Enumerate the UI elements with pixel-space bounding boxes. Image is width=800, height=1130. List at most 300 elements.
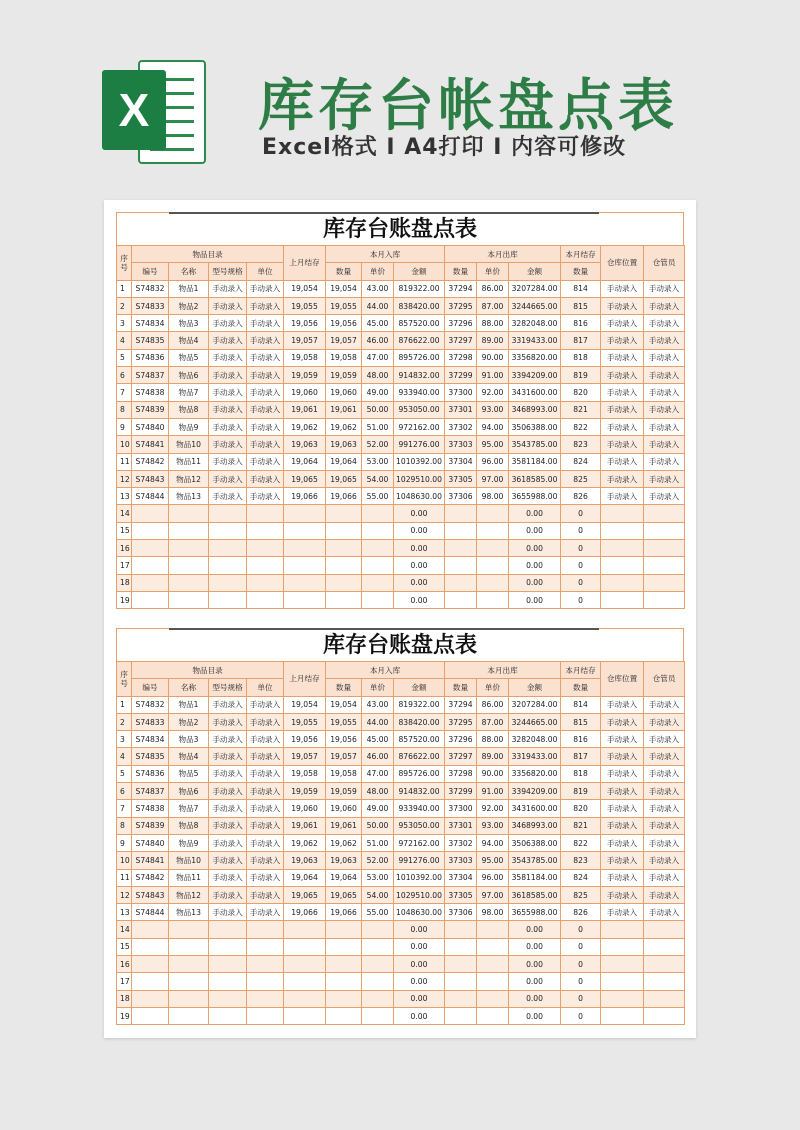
header-outbound: 本月出库 (445, 246, 561, 263)
table-cell: 0 (561, 540, 601, 557)
table-cell: S74835 (132, 748, 169, 765)
header-unit: 单位 (247, 263, 284, 280)
table-cell: 手动录入 (644, 488, 685, 505)
table-cell: 52.00 (362, 436, 394, 453)
header-keeper: 仓管员 (644, 662, 685, 697)
table-cell: 991276.00 (394, 436, 445, 453)
table-cell: 物品11 (169, 453, 209, 470)
table-cell: 手动录入 (247, 713, 284, 730)
table-cell: 3581184.00 (509, 869, 561, 886)
table-cell: 0 (561, 574, 601, 591)
table-cell: 19,065 (326, 470, 362, 487)
table-cell: 3655988.00 (509, 488, 561, 505)
table-cell (169, 921, 209, 938)
table-cell: 手动录入 (209, 470, 247, 487)
table-cell: 手动录入 (601, 401, 644, 418)
table-cell: S74833 (132, 297, 169, 314)
table-cell: 43.00 (362, 696, 394, 713)
table-cell: 15 (117, 938, 132, 955)
table-cell: S74838 (132, 800, 169, 817)
table-cell (644, 505, 685, 522)
table-cell (362, 574, 394, 591)
table-cell: 19,059 (284, 367, 326, 384)
table-cell: 12 (117, 470, 132, 487)
table-cell: 手动录入 (247, 367, 284, 384)
table-cell (445, 557, 477, 574)
table-cell (362, 591, 394, 608)
table-cell: 50.00 (362, 401, 394, 418)
table-cell: 37298 (445, 765, 477, 782)
header-balance: 本月结存 (561, 246, 601, 263)
table-cell: 手动录入 (644, 453, 685, 470)
table-cell: 88.00 (477, 315, 509, 332)
table-cell: 3394209.00 (509, 783, 561, 800)
table-row (117, 349, 685, 366)
table-cell (326, 921, 362, 938)
table-cell: 19,055 (326, 713, 362, 730)
table-cell: 物品13 (169, 488, 209, 505)
table-cell: 45.00 (362, 731, 394, 748)
table-cell (247, 574, 284, 591)
table-cell: 87.00 (477, 297, 509, 314)
table-cell (284, 540, 326, 557)
table-cell: 手动录入 (209, 696, 247, 713)
header-seq: 序号 (117, 662, 132, 697)
banner-subtitle: Excel格式 I A4打印 I 内容可修改 (262, 135, 627, 160)
table-row (117, 817, 685, 834)
table-cell: 857520.00 (394, 315, 445, 332)
table-cell: 92.00 (477, 384, 509, 401)
table-cell: 19,059 (326, 783, 362, 800)
table-cell: 37299 (445, 783, 477, 800)
table-cell: 37305 (445, 886, 477, 903)
table-cell: 19,066 (326, 488, 362, 505)
table-row (117, 384, 685, 401)
table-cell: 89.00 (477, 332, 509, 349)
table-cell: S74838 (132, 384, 169, 401)
table-cell: 19,054 (284, 696, 326, 713)
header-out-amount: 金额 (509, 263, 561, 280)
table-cell (362, 973, 394, 990)
table-cell (284, 938, 326, 955)
table-cell (247, 973, 284, 990)
table-cell: 手动录入 (601, 280, 644, 297)
table-cell: 0 (561, 522, 601, 539)
table-cell: 37295 (445, 297, 477, 314)
table-cell (209, 990, 247, 1007)
table-row (117, 522, 685, 539)
table-cell: 手动录入 (209, 731, 247, 748)
table-cell: 19,058 (284, 765, 326, 782)
table-cell: 14 (117, 505, 132, 522)
table-cell (326, 505, 362, 522)
table-cell: 1048630.00 (394, 904, 445, 921)
table-cell (601, 522, 644, 539)
inventory-table (116, 245, 685, 609)
table-cell: 0.00 (394, 921, 445, 938)
table-cell: 19,056 (326, 315, 362, 332)
table-cell: 物品7 (169, 384, 209, 401)
table-cell (477, 522, 509, 539)
table-cell: 53.00 (362, 869, 394, 886)
table-cell: 手动录入 (601, 488, 644, 505)
table-row (117, 696, 685, 713)
table-cell: 0.00 (509, 990, 561, 1007)
table-cell: 2 (117, 297, 132, 314)
table-cell (209, 505, 247, 522)
table-cell: 3468993.00 (509, 401, 561, 418)
table-cell (644, 973, 685, 990)
table-cell (326, 990, 362, 1007)
table-cell: 手动录入 (601, 834, 644, 851)
table-cell: 91.00 (477, 367, 509, 384)
table-cell: 819 (561, 783, 601, 800)
table-cell: 19,064 (284, 869, 326, 886)
table-cell (209, 1007, 247, 1024)
table-cell: 手动录入 (644, 315, 685, 332)
table-row (117, 904, 685, 921)
table-cell: 821 (561, 817, 601, 834)
table-cell: S74839 (132, 401, 169, 418)
preview-banner (0, 0, 800, 185)
table-row (117, 990, 685, 1007)
table-cell: 19,064 (284, 453, 326, 470)
table-cell: 895726.00 (394, 349, 445, 366)
table-cell: 0 (561, 973, 601, 990)
table-cell: 手动录入 (209, 852, 247, 869)
table-cell (169, 990, 209, 1007)
header-model: 型号规格 (209, 679, 247, 696)
table-cell: 19,065 (284, 470, 326, 487)
table-cell (132, 956, 169, 973)
table-cell: 手动录入 (209, 280, 247, 297)
table-cell: 823 (561, 852, 601, 869)
table-cell: 933940.00 (394, 800, 445, 817)
table-cell: 3244665.00 (509, 713, 561, 730)
table-cell: 825 (561, 886, 601, 903)
table-cell: 19,056 (326, 731, 362, 748)
table-cell: 19,063 (326, 436, 362, 453)
table-cell: 手动录入 (247, 904, 284, 921)
table-row (117, 956, 685, 973)
table-cell (445, 990, 477, 1007)
table-cell: 0.00 (509, 973, 561, 990)
table-cell (445, 1007, 477, 1024)
header-catalog: 物品目录 (132, 246, 284, 263)
table-cell: 物品4 (169, 748, 209, 765)
table-cell: 手动录入 (247, 384, 284, 401)
table-cell (132, 921, 169, 938)
table-cell: 45.00 (362, 315, 394, 332)
table-row (117, 470, 685, 487)
table-cell: 物品2 (169, 297, 209, 314)
table-cell: 93.00 (477, 817, 509, 834)
table-cell (247, 591, 284, 608)
table-cell: 手动录入 (209, 401, 247, 418)
table-cell: 手动录入 (209, 384, 247, 401)
table-cell (644, 540, 685, 557)
header-name: 名称 (169, 679, 209, 696)
excel-x-letter: X (102, 70, 166, 150)
table-cell: 824 (561, 869, 601, 886)
table-cell: 98.00 (477, 488, 509, 505)
table-cell: 手动录入 (247, 869, 284, 886)
table-row (117, 332, 685, 349)
table-cell: 手动录入 (247, 731, 284, 748)
table-cell: 95.00 (477, 852, 509, 869)
table-row (117, 852, 685, 869)
table-cell: 50.00 (362, 817, 394, 834)
table-cell: 物品9 (169, 834, 209, 851)
table-cell: 手动录入 (247, 436, 284, 453)
table-cell (284, 921, 326, 938)
header-out-price: 单价 (477, 679, 509, 696)
table-cell: 物品7 (169, 800, 209, 817)
table-cell: 817 (561, 332, 601, 349)
table-cell (601, 540, 644, 557)
table-cell: 手动录入 (644, 332, 685, 349)
table-cell: 838420.00 (394, 713, 445, 730)
table-cell (477, 938, 509, 955)
table-cell: 手动录入 (247, 783, 284, 800)
table-cell: 19,057 (326, 332, 362, 349)
table-cell: 19,054 (284, 280, 326, 297)
table-cell: 3319433.00 (509, 332, 561, 349)
table-cell (284, 956, 326, 973)
table-cell: 876622.00 (394, 332, 445, 349)
table-cell (169, 522, 209, 539)
table-cell: 814 (561, 696, 601, 713)
table-cell (644, 921, 685, 938)
table-cell (284, 522, 326, 539)
table-cell: 物品3 (169, 731, 209, 748)
table-cell: 37305 (445, 470, 477, 487)
table-cell (601, 591, 644, 608)
inventory-table (116, 661, 685, 1025)
table-cell: 手动录入 (601, 765, 644, 782)
table-cell (326, 938, 362, 955)
table-cell: 手动录入 (644, 748, 685, 765)
table-cell: 824 (561, 453, 601, 470)
table-cell: S74835 (132, 332, 169, 349)
table-cell: 1048630.00 (394, 488, 445, 505)
table-row (117, 453, 685, 470)
table-cell: S74841 (132, 436, 169, 453)
table-cell: 86.00 (477, 696, 509, 713)
table-cell (132, 557, 169, 574)
table-cell: 物品12 (169, 470, 209, 487)
table-cell: 3543785.00 (509, 852, 561, 869)
table-cell: 19 (117, 1007, 132, 1024)
table-cell: 物品6 (169, 783, 209, 800)
table-cell: 4 (117, 332, 132, 349)
table-cell: 手动录入 (209, 315, 247, 332)
table-cell: 0.00 (394, 591, 445, 608)
table-row (117, 938, 685, 955)
table-cell: 3543785.00 (509, 436, 561, 453)
table-cell: 815 (561, 297, 601, 314)
table-cell: 37298 (445, 349, 477, 366)
table-cell: 819322.00 (394, 696, 445, 713)
header-outbound: 本月出库 (445, 662, 561, 679)
table-cell: 手动录入 (209, 713, 247, 730)
header-in-amount: 金额 (394, 679, 445, 696)
table-cell (644, 574, 685, 591)
table-cell: 0 (561, 921, 601, 938)
table-cell: 94.00 (477, 834, 509, 851)
header-in-qty: 数量 (326, 679, 362, 696)
table-row (117, 731, 685, 748)
table-cell: 3618585.00 (509, 886, 561, 903)
table-cell: 8 (117, 401, 132, 418)
table-cell (362, 1007, 394, 1024)
table-cell: 914832.00 (394, 367, 445, 384)
table-cell: 手动录入 (644, 280, 685, 297)
table-cell: 19,064 (326, 869, 362, 886)
table-cell: 19,061 (326, 401, 362, 418)
table-cell: 19,058 (326, 349, 362, 366)
table-cell: S74843 (132, 470, 169, 487)
table-cell: 37302 (445, 418, 477, 435)
table-cell (284, 557, 326, 574)
table-cell: S74842 (132, 453, 169, 470)
table-cell (644, 591, 685, 608)
table-cell: 物品8 (169, 401, 209, 418)
table-cell (132, 522, 169, 539)
table-cell (477, 921, 509, 938)
table-cell: 814 (561, 280, 601, 297)
table-cell (644, 557, 685, 574)
table-cell (601, 938, 644, 955)
table-cell (169, 557, 209, 574)
table-cell: 19,066 (284, 904, 326, 921)
table-cell: 19,061 (284, 817, 326, 834)
table-cell: 820 (561, 800, 601, 817)
header-catalog: 物品目录 (132, 662, 284, 679)
table-row (117, 869, 685, 886)
table-row (117, 921, 685, 938)
table-cell: 手动录入 (644, 713, 685, 730)
table-cell: S74840 (132, 834, 169, 851)
table-cell: 37296 (445, 731, 477, 748)
inventory-sheet-1 (116, 212, 684, 609)
table-cell: 19,064 (326, 453, 362, 470)
table-cell: 0.00 (509, 1007, 561, 1024)
header-location: 仓库位置 (601, 246, 644, 281)
table-cell (601, 505, 644, 522)
table-cell: 手动录入 (209, 904, 247, 921)
table-row (117, 834, 685, 851)
table-row (117, 540, 685, 557)
table-cell: 816 (561, 315, 601, 332)
table-row (117, 297, 685, 314)
table-cell: 手动录入 (601, 315, 644, 332)
table-cell: 物品2 (169, 713, 209, 730)
table-cell: 手动录入 (209, 817, 247, 834)
table-cell: 13 (117, 488, 132, 505)
header-in-amount: 金额 (394, 263, 445, 280)
table-cell: 1 (117, 696, 132, 713)
sheet-title: 库存台账盘点表 (116, 212, 684, 245)
table-cell (477, 990, 509, 1007)
table-cell: 953050.00 (394, 401, 445, 418)
table-cell: 手动录入 (601, 332, 644, 349)
table-cell: 0 (561, 591, 601, 608)
table-cell: 91.00 (477, 783, 509, 800)
table-cell: 37296 (445, 315, 477, 332)
table-cell: 物品10 (169, 436, 209, 453)
header-last-stock: 上月结存 (284, 246, 326, 281)
table-cell: 19,054 (326, 280, 362, 297)
table-cell: S74834 (132, 731, 169, 748)
table-cell: 19,063 (284, 436, 326, 453)
table-cell: 1029510.00 (394, 886, 445, 903)
table-cell: 19,061 (326, 817, 362, 834)
table-cell: 46.00 (362, 748, 394, 765)
table-cell (169, 540, 209, 557)
table-cell: S74836 (132, 349, 169, 366)
table-cell: 5 (117, 349, 132, 366)
table-cell (132, 990, 169, 1007)
table-cell: 19,063 (326, 852, 362, 869)
table-cell: 19,065 (326, 886, 362, 903)
table-cell: 19,062 (326, 418, 362, 435)
table-cell: 0.00 (394, 540, 445, 557)
table-cell: 19,056 (284, 315, 326, 332)
table-cell: 手动录入 (247, 765, 284, 782)
table-body (117, 696, 685, 1025)
table-cell (132, 1007, 169, 1024)
table-cell: 手动录入 (209, 748, 247, 765)
table-cell: 0.00 (509, 591, 561, 608)
table-cell: 手动录入 (644, 367, 685, 384)
table-cell: 手动录入 (209, 765, 247, 782)
table-cell: 972162.00 (394, 834, 445, 851)
table-cell: 88.00 (477, 731, 509, 748)
table-cell: 手动录入 (601, 886, 644, 903)
table-cell: 0 (561, 990, 601, 1007)
table-cell (132, 938, 169, 955)
table-cell (247, 956, 284, 973)
table-cell: 37294 (445, 696, 477, 713)
table-cell: 1 (117, 280, 132, 297)
table-cell: 3356820.00 (509, 765, 561, 782)
table-cell: 19,062 (284, 834, 326, 851)
table-cell: 895726.00 (394, 765, 445, 782)
table-cell: 97.00 (477, 886, 509, 903)
header-seq: 序号 (117, 246, 132, 281)
table-cell: 3319433.00 (509, 748, 561, 765)
table-cell: 3244665.00 (509, 297, 561, 314)
table-cell: 0 (561, 1007, 601, 1024)
table-cell: 817 (561, 748, 601, 765)
table-cell: 手动录入 (209, 297, 247, 314)
table-cell: 8 (117, 817, 132, 834)
table-cell: 物品1 (169, 696, 209, 713)
table-row (117, 401, 685, 418)
table-cell: 15 (117, 522, 132, 539)
table-cell: 0.00 (394, 557, 445, 574)
table-cell: 手动录入 (601, 904, 644, 921)
table-cell: 手动录入 (601, 297, 644, 314)
table-cell: 手动录入 (247, 886, 284, 903)
table-cell: S74834 (132, 315, 169, 332)
table-cell: 手动录入 (209, 783, 247, 800)
header-out-amount: 金额 (509, 679, 561, 696)
table-cell: 手动录入 (247, 315, 284, 332)
table-cell: 手动录入 (601, 470, 644, 487)
table-row (117, 765, 685, 782)
